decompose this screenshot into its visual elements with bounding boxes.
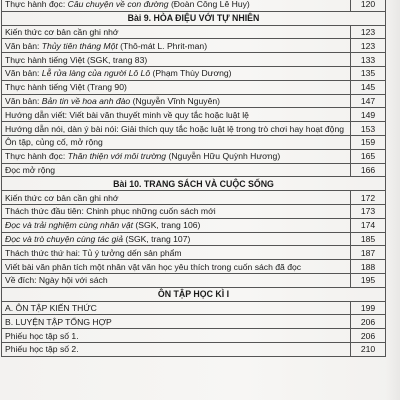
entry-text: Văn bản:	[5, 68, 42, 79]
toc-page-number: 166	[351, 163, 386, 177]
toc-entry-row	[2, 122, 386, 136]
entry-text: Hướng dẫn viết: Viết bài văn thuyết minh về quy tắc hoặc luật lệ	[5, 109, 249, 120]
toc-entry-title	[2, 0, 351, 11]
entry-work-title: Đọc và trò chuyện cùng tác giả	[5, 233, 123, 244]
entry-text: Hướng dẫn nói, dàn ý bài nói: Giải thích quy tắc hoặc luật lệ trong trò chơi hay hoạt động	[5, 123, 345, 134]
toc-entry-title	[2, 163, 351, 177]
toc-page-number: 123	[351, 25, 386, 39]
toc-entry-title	[2, 260, 351, 274]
entry-text: (Nguyễn Vĩnh Nguyên)	[130, 95, 221, 106]
toc-page-number: 159	[351, 135, 386, 149]
toc-entry-title	[2, 232, 351, 246]
toc-entry-title	[2, 218, 351, 232]
toc-entry-title	[2, 53, 351, 67]
table-of-contents	[1, 0, 386, 357]
toc-page-number: 206	[351, 315, 386, 329]
toc-entry-title	[2, 301, 351, 315]
section-heading-row	[2, 11, 386, 25]
entry-work-title: Lễ rửa làng của người Lô Lô	[41, 68, 151, 79]
entry-text: Văn bản:	[5, 40, 42, 51]
page-edge-shadow	[386, 0, 400, 400]
toc-entry-row	[2, 0, 386, 11]
toc-entry-title	[2, 191, 351, 205]
toc-entry-row	[2, 273, 386, 287]
toc-entry-title	[2, 39, 351, 53]
entry-work-title: Thân thiện với môi trường	[67, 151, 167, 162]
toc-entry-row	[2, 204, 386, 218]
toc-page-number: 210	[351, 342, 386, 356]
toc-entry-row	[2, 66, 386, 80]
entry-text: Đọc mở rộng	[5, 164, 56, 175]
entry-text: Thách thức thứ hai: Tủ ý tưởng dến sản phẩm	[5, 247, 182, 258]
toc-entry-title	[2, 342, 351, 356]
entry-text: Thực hành tiếng Việt (SGK, trang 83)	[5, 54, 148, 65]
entry-text: Văn bản:	[5, 95, 42, 106]
entry-text: Phiếu học tập số 1.	[5, 330, 79, 341]
toc-page-number: 206	[351, 329, 386, 343]
entry-work-title: Thủy tiên tháng Một	[41, 40, 118, 51]
toc-entry-row	[2, 94, 386, 108]
toc-entry-title	[2, 122, 351, 136]
entry-text: Viết bài văn phân tích một nhân vật văn học yêu thích trong cuốn sách đã đọc	[5, 261, 302, 272]
entry-text: (Nguyễn Hữu Quỳnh Hương)	[166, 151, 281, 162]
toc-entry-title	[2, 246, 351, 260]
toc-entry-row	[2, 246, 386, 260]
toc-entry-row	[2, 260, 386, 274]
toc-entry-row	[2, 135, 386, 149]
section-heading: Bài 9. HÒA ĐIỆU VỚI TỰ NHIÊN	[2, 11, 386, 25]
entry-text: Thách thức đầu tiên: Chinh phục những cuốn sách mới	[5, 206, 216, 217]
toc-entry-row	[2, 53, 386, 67]
section-heading: ÔN TẬP HỌC KÌ I	[2, 287, 386, 301]
toc-page-number: 199	[351, 301, 386, 315]
entry-text: (Đoàn Công Lê Huy)	[168, 0, 250, 10]
entry-text: Kiến thức cơ bản cần ghi nhớ	[5, 192, 119, 203]
entry-work-title: Câu chuyện về con đường	[67, 0, 169, 10]
toc-page-number: 174	[351, 218, 386, 232]
entry-text: Phiếu học tập số 2.	[5, 344, 79, 355]
entry-text: Thực hành đọc:	[5, 0, 68, 10]
section-heading-row	[2, 177, 386, 191]
toc-entry-row	[2, 39, 386, 53]
toc-entry-title	[2, 149, 351, 163]
section-heading-row	[2, 287, 386, 301]
toc-entry-row	[2, 25, 386, 39]
toc-page-number: 165	[351, 149, 386, 163]
toc-entry-row	[2, 149, 386, 163]
toc-entry-row	[2, 163, 386, 177]
entry-work-title: Đọc và trải nghiệm cùng nhân vật	[5, 220, 134, 231]
entry-text: (SGK, trang 106)	[133, 220, 201, 231]
toc-page-number: 123	[351, 39, 386, 53]
toc-entry-title	[2, 80, 351, 94]
toc-entry-row	[2, 342, 386, 356]
toc-entry-row	[2, 301, 386, 315]
toc-entry-row	[2, 80, 386, 94]
toc-entry-title	[2, 25, 351, 39]
toc-page-number: 120	[351, 0, 386, 11]
toc-entry-row	[2, 108, 386, 122]
toc-entry-row	[2, 315, 386, 329]
toc-entry-title	[2, 135, 351, 149]
entry-work-title: Bản tin về hoa anh đào	[41, 95, 131, 106]
toc-entry-title	[2, 273, 351, 287]
entry-text: Thực hành tiếng Việt (Trang 90)	[5, 82, 127, 93]
toc-page-number: 187	[351, 246, 386, 260]
toc-page-number: 145	[351, 80, 386, 94]
entry-text: Ôn tập, củng cố, mở rộng	[5, 137, 103, 148]
entry-text: Về đích: Ngày hội với sách	[5, 275, 108, 286]
toc-page-number: 172	[351, 191, 386, 205]
toc-page-number: 185	[351, 232, 386, 246]
toc-page-number: 195	[351, 273, 386, 287]
toc-page-number: 147	[351, 94, 386, 108]
entry-text: (SGK, trang 107)	[123, 233, 191, 244]
toc-entry-title	[2, 108, 351, 122]
toc-entry-row	[2, 218, 386, 232]
entry-text: (Phạm Thùy Dương)	[150, 68, 232, 79]
toc-page-number: 133	[351, 53, 386, 67]
toc-page-number: 173	[351, 204, 386, 218]
section-heading: Bài 10. TRANG SÁCH VÀ CUỘC SỐNG	[2, 177, 386, 191]
toc-page-number: 153	[351, 122, 386, 136]
toc-entry-title	[2, 329, 351, 343]
entry-text: (Thô-mát L. Phrit-man)	[117, 40, 208, 51]
toc-entry-title	[2, 66, 351, 80]
entry-text: A. ÔN TẬP KIẾN THỨC	[5, 302, 97, 313]
toc-entry-row	[2, 191, 386, 205]
toc-entry-title	[2, 315, 351, 329]
toc-entry-row	[2, 232, 386, 246]
toc-page-number: 188	[351, 260, 386, 274]
toc-entry-row	[2, 329, 386, 343]
entry-text: Kiến thức cơ bản cần ghi nhớ	[5, 26, 119, 37]
entry-text: Thực hành đọc:	[5, 151, 68, 162]
toc-page-number: 149	[351, 108, 386, 122]
toc-body	[2, 0, 386, 356]
entry-text: B. LUYỆN TẬP TỔNG HỢP	[5, 316, 112, 327]
toc-entry-title	[2, 94, 351, 108]
toc-entry-title	[2, 204, 351, 218]
toc-page-number: 135	[351, 66, 386, 80]
